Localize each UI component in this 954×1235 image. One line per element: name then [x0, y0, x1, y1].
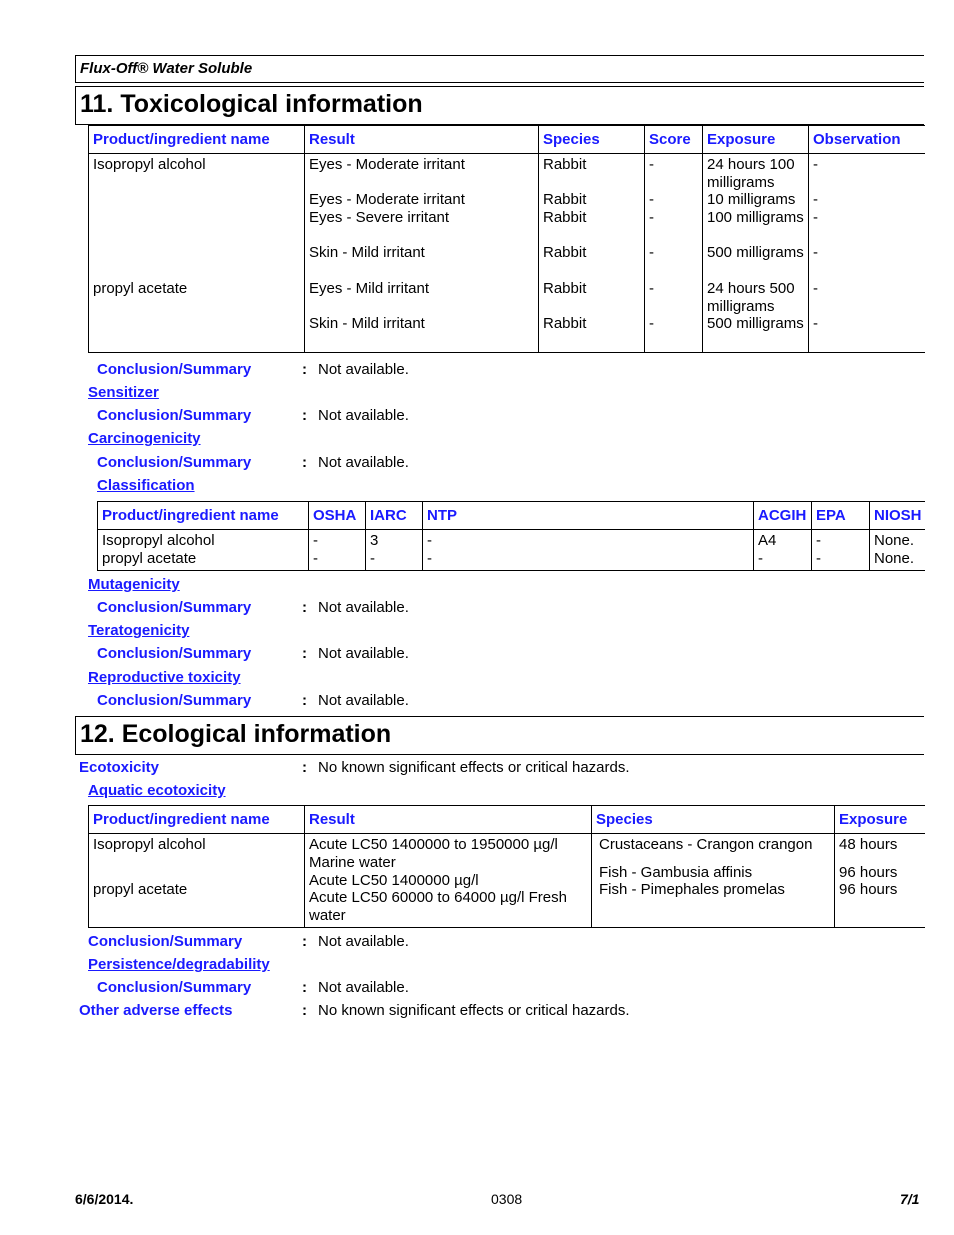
ecotoxicity-value: No known significant effects or critical hazards.: [318, 759, 630, 776]
col-product-name: Product/ingredient name: [98, 502, 309, 530]
col-exposure: Exposure: [703, 126, 809, 154]
document-header: [75, 55, 924, 83]
footer-code: 0308: [491, 1191, 523, 1207]
section-12-header: [75, 716, 924, 755]
conclusion-label: Conclusion/Summary: [97, 692, 252, 709]
conclusion-value: Not available.: [318, 407, 409, 424]
col-species: Species: [539, 126, 645, 154]
conclusion-value: Not available.: [318, 692, 409, 709]
cell-observation: - - - - - -: [809, 154, 925, 353]
conclusion-label: Conclusion/Summary: [88, 933, 243, 950]
col-species: Species: [592, 806, 835, 834]
col-product-name: Product/ingredient name: [89, 806, 305, 834]
classification-table: [97, 501, 925, 571]
reproductive-conclusion: Conclusion/Summary : Not available.: [97, 692, 409, 709]
other-adverse-effects-row: Other adverse effects : No known significant effects or critical hazards.: [79, 1002, 630, 1019]
cell-result: Acute LC50 1400000 to 1950000 µg/l Marine water Acute LC50 1400000 µg/l Acute LC50 60000 to 64000 µg/l Fresh water: [305, 834, 592, 928]
table-row: [89, 834, 925, 928]
cell-species: Rabbit Rabbit Rabbit Rabbit Rabbit Rabbit: [539, 154, 645, 353]
table-row: [98, 530, 925, 571]
col-exposure: Exposure: [835, 806, 925, 834]
col-result: Result: [305, 126, 539, 154]
col-ntp: NTP: [423, 502, 754, 530]
cell-exposure: 24 hours 100 milligrams 10 milligrams 100 milligrams 500 milligrams 24 hours 500 milligrams 500 milligrams: [703, 154, 809, 353]
carcinogenicity-heading[interactable]: Carcinogenicity: [88, 430, 201, 447]
section-11-header: [75, 86, 924, 125]
cell-epa: - -: [812, 530, 870, 571]
conclusion-value: Not available.: [318, 933, 409, 950]
section-11-title: 11. Toxicological information: [80, 90, 423, 118]
aquatic-table: [88, 805, 925, 928]
persistence-conclusion: Conclusion/Summary : Not available.: [97, 979, 409, 996]
other-adverse-label: Other adverse effects: [79, 1002, 233, 1019]
footer-date: 6/6/2014.: [75, 1191, 134, 1207]
col-epa: EPA: [812, 502, 870, 530]
conclusion-label: Conclusion/Summary: [97, 979, 252, 996]
reproductive-toxicity-heading[interactable]: Reproductive toxicity: [88, 669, 241, 686]
conclusion-value: Not available.: [318, 454, 409, 471]
footer-page: 7/1: [900, 1191, 920, 1207]
cell-name: Isopropyl alcohol propyl acetate: [102, 532, 215, 567]
mutagenicity-heading[interactable]: Mutagenicity: [88, 576, 180, 593]
conclusion-label: Conclusion/Summary: [97, 645, 252, 662]
persistence-heading[interactable]: Persistence/degradability: [88, 956, 270, 973]
col-result: Result: [305, 806, 592, 834]
cell-iarc: 3 -: [366, 530, 423, 571]
irritation-table: [88, 125, 925, 353]
irritation-table-header: [89, 126, 925, 154]
cell-niosh: None. None.: [870, 530, 925, 571]
cell-species: Crustaceans - Crangon crangon Fish - Gambusia affinis Fish - Pimephales promelas: [592, 834, 835, 928]
conclusion-value: Not available.: [318, 599, 409, 616]
col-iarc: IARC: [366, 502, 423, 530]
section-12-title: 12. Ecological information: [80, 720, 392, 748]
table-row: [89, 154, 925, 353]
cell-ntp: - -: [423, 530, 754, 571]
cell-result: Eyes - Moderate irritant Eyes - Moderate irritant Eyes - Severe irritant Skin - Mild irritant Eyes - Mild irritant Skin - Mild irritant: [305, 154, 539, 353]
aquatic-table-header: [89, 806, 925, 834]
cell-osha: - -: [309, 530, 366, 571]
col-niosh: NIOSH: [870, 502, 925, 530]
conclusion-value: Not available.: [318, 361, 409, 378]
conclusion-label: Conclusion/Summary: [97, 454, 252, 471]
col-osha: OSHA: [309, 502, 366, 530]
cell-name: Isopropyl alcohol propyl acetate: [93, 836, 206, 898]
carcinogenicity-conclusion: Conclusion/Summary : Not available.: [97, 454, 409, 471]
col-acgih: ACGIH: [754, 502, 812, 530]
aquatic-ecotoxicity-heading[interactable]: Aquatic ecotoxicity: [88, 782, 226, 799]
conclusion-value: Not available.: [318, 979, 409, 996]
conclusion-value: Not available.: [318, 645, 409, 662]
teratogenicity-conclusion: Conclusion/Summary : Not available.: [97, 645, 409, 662]
conclusion-label: Conclusion/Summary: [97, 361, 252, 378]
sensitizer-conclusion: Conclusion/Summary : Not available.: [97, 407, 409, 424]
aquatic-conclusion: Conclusion/Summary : Not available.: [88, 933, 409, 950]
cell-score: - - - - - -: [645, 154, 703, 353]
other-adverse-value: No known significant effects or critical hazards.: [318, 1002, 630, 1019]
cell-name: Isopropyl alcohol propyl acetate: [93, 156, 206, 297]
ecotoxicity-label: Ecotoxicity: [79, 759, 160, 776]
irritation-conclusion: Conclusion/Summary : Not available.: [97, 361, 409, 378]
classification-heading[interactable]: Classification: [97, 477, 195, 494]
col-observation: Observation: [809, 126, 925, 154]
cell-exposure: 48 hours 96 hours 96 hours: [835, 834, 925, 928]
teratogenicity-heading[interactable]: Teratogenicity: [88, 622, 190, 639]
ecotoxicity-row: Ecotoxicity : No known significant effects or critical hazards.: [79, 759, 630, 776]
col-product-name: Product/ingredient name: [89, 126, 305, 154]
conclusion-label: Conclusion/Summary: [97, 599, 252, 616]
classification-table-header: [98, 502, 925, 530]
sensitizer-heading[interactable]: Sensitizer: [88, 384, 159, 401]
product-name: Flux-Off® Water Soluble: [80, 60, 253, 77]
mutagenicity-conclusion: Conclusion/Summary : Not available.: [97, 599, 409, 616]
cell-acgih: A4 -: [754, 530, 812, 571]
conclusion-label: Conclusion/Summary: [97, 407, 252, 424]
col-score: Score: [645, 126, 703, 154]
